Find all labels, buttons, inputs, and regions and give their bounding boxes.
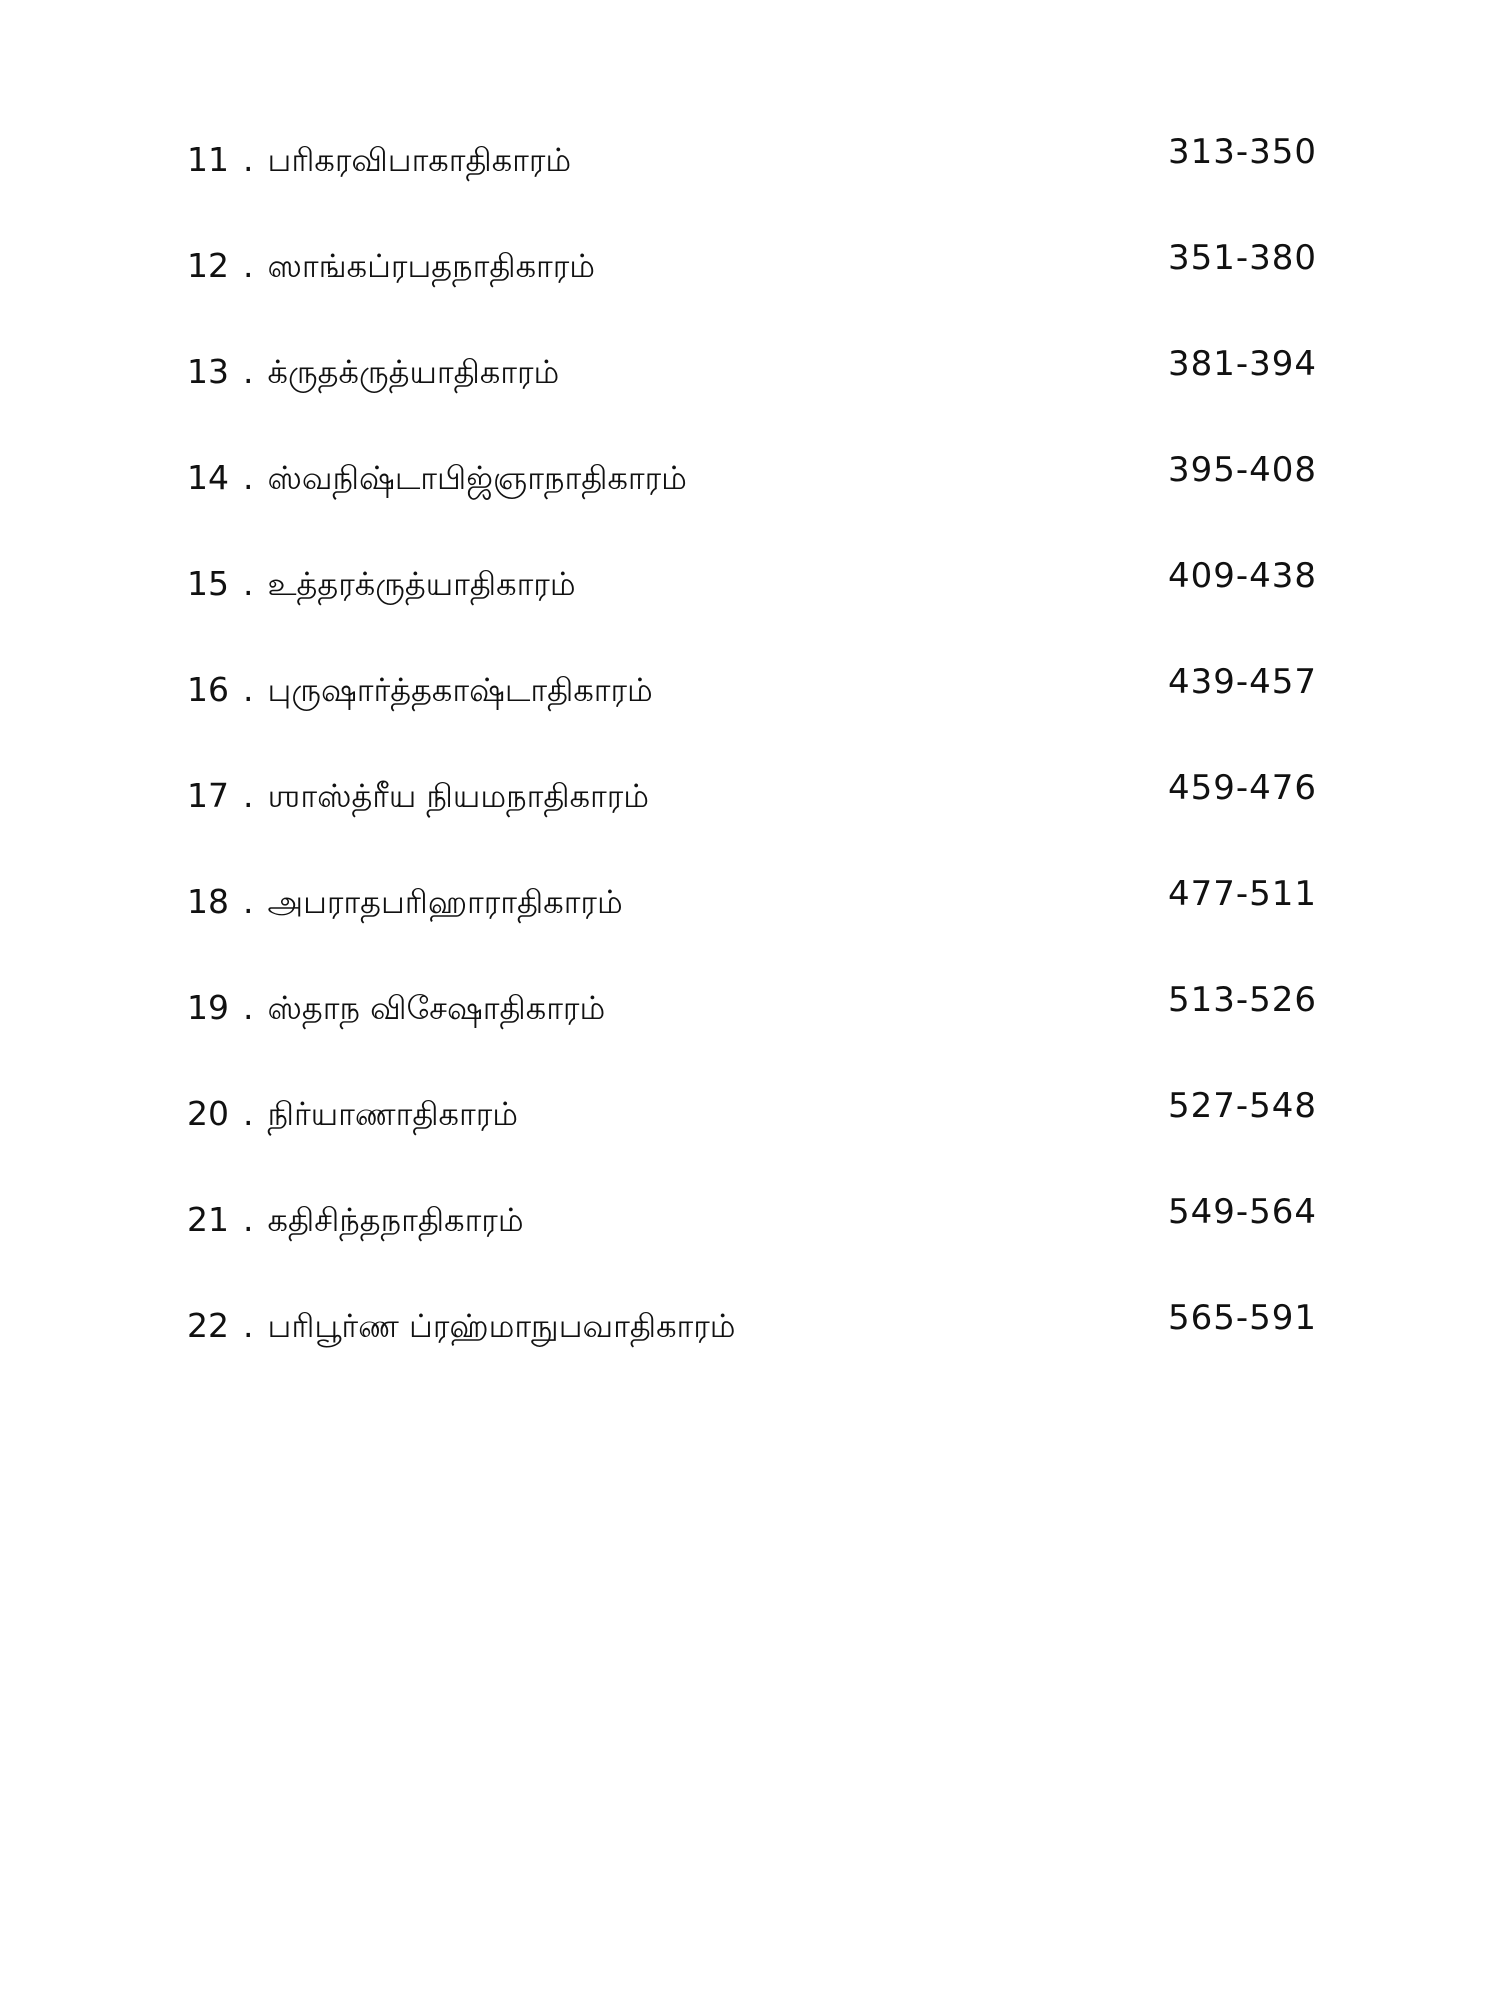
toc-entry xyxy=(187,976,1317,1082)
chapter-number: 21 xyxy=(187,1200,229,1239)
toc-entry xyxy=(187,234,1317,340)
chapter-number-dot: . xyxy=(243,564,254,603)
chapter-number: 18 xyxy=(187,882,229,921)
chapter-number-dot: . xyxy=(243,246,254,285)
page-range: 395-408 xyxy=(1167,450,1317,490)
chapter-number: 20 xyxy=(187,1094,229,1133)
toc-entry-label xyxy=(187,1082,518,1146)
toc-entry xyxy=(187,1082,1317,1188)
chapter-number: 12 xyxy=(187,246,229,285)
chapter-number: 17 xyxy=(187,776,229,815)
chapter-number: 11 xyxy=(187,140,229,179)
toc-entry-label xyxy=(187,552,576,616)
chapter-number: 22 xyxy=(187,1306,229,1345)
toc-entry-label xyxy=(187,234,595,298)
toc-entry xyxy=(187,128,1317,234)
page-range: 513-526 xyxy=(1167,980,1317,1020)
chapter-number-dot: . xyxy=(243,1094,254,1133)
chapter-number-dot: . xyxy=(243,140,254,179)
toc-entry xyxy=(187,764,1317,870)
toc-entry-label xyxy=(187,870,623,934)
chapter-number-dot: . xyxy=(243,988,254,1027)
chapter-title: நிர்யாணாதிகாரம் xyxy=(267,1095,518,1133)
toc-entry-label xyxy=(187,340,559,404)
toc-entry-label xyxy=(187,1294,736,1358)
page-range: 351-380 xyxy=(1167,238,1317,278)
chapter-title: ஸாங்கப்ரபதநாதிகாரம் xyxy=(267,247,596,285)
page-range: 477-511 xyxy=(1167,874,1317,914)
page-range: 527-548 xyxy=(1167,1086,1317,1126)
chapter-number: 16 xyxy=(187,670,229,709)
toc-entry-label xyxy=(187,976,605,1040)
toc-entry-label xyxy=(187,764,649,828)
toc-entry xyxy=(187,1188,1317,1294)
chapter-number-dot: . xyxy=(243,776,254,815)
toc-entry xyxy=(187,658,1317,764)
toc-entry xyxy=(187,870,1317,976)
page-range: 439-457 xyxy=(1167,662,1317,702)
page-range: 549-564 xyxy=(1167,1192,1317,1232)
toc-entry xyxy=(187,340,1317,446)
chapter-number-dot: . xyxy=(243,1306,254,1345)
chapter-title: கதிசிந்தநாதிகாரம் xyxy=(267,1201,524,1239)
chapter-title: பரிபூர்ண ப்ரஹ்மாநுபவாதிகாரம் xyxy=(267,1307,736,1345)
toc-entry-label xyxy=(187,128,571,192)
chapter-number-dot: . xyxy=(243,458,254,497)
toc-entry xyxy=(187,446,1317,552)
chapter-number-dot: . xyxy=(243,882,254,921)
page-range: 313-350 xyxy=(1167,132,1317,172)
chapter-number: 13 xyxy=(187,352,229,391)
chapter-number-dot: . xyxy=(243,670,254,709)
toc-entry-label xyxy=(187,658,653,722)
chapter-number-dot: . xyxy=(243,352,254,391)
chapter-title: உத்தரக்ருத்யாதிகாரம் xyxy=(267,565,576,603)
chapter-title: ஸ்தாந விசேஷாதிகாரம் xyxy=(267,989,606,1027)
table-of-contents xyxy=(187,128,1317,1400)
toc-entry-label xyxy=(187,446,687,510)
page-range: 409-438 xyxy=(1167,556,1317,596)
chapter-title: அபராதபரிஹாராதிகாரம் xyxy=(267,883,623,921)
page-range: 565-591 xyxy=(1167,1298,1317,1338)
page-range: 459-476 xyxy=(1167,768,1317,808)
chapter-number: 19 xyxy=(187,988,229,1027)
chapter-number: 14 xyxy=(187,458,229,497)
chapter-title: ஸ்வநிஷ்டாபிஜ்ஞாநாதிகாரம் xyxy=(267,459,687,497)
chapter-title: புருஷார்த்தகாஷ்டாதிகாரம் xyxy=(267,671,653,709)
chapter-number: 15 xyxy=(187,564,229,603)
chapter-number-dot: . xyxy=(243,1200,254,1239)
toc-entry xyxy=(187,1294,1317,1400)
toc-entry xyxy=(187,552,1317,658)
page-range: 381-394 xyxy=(1167,344,1317,384)
chapter-title: க்ருதக்ருத்யாதிகாரம் xyxy=(267,353,560,391)
chapter-title: ஶாஸ்த்ரீய நியமநாதிகாரம் xyxy=(267,777,650,815)
toc-entry-label xyxy=(187,1188,524,1252)
chapter-title: பரிகரவிபாகாதிகாரம் xyxy=(267,141,572,179)
